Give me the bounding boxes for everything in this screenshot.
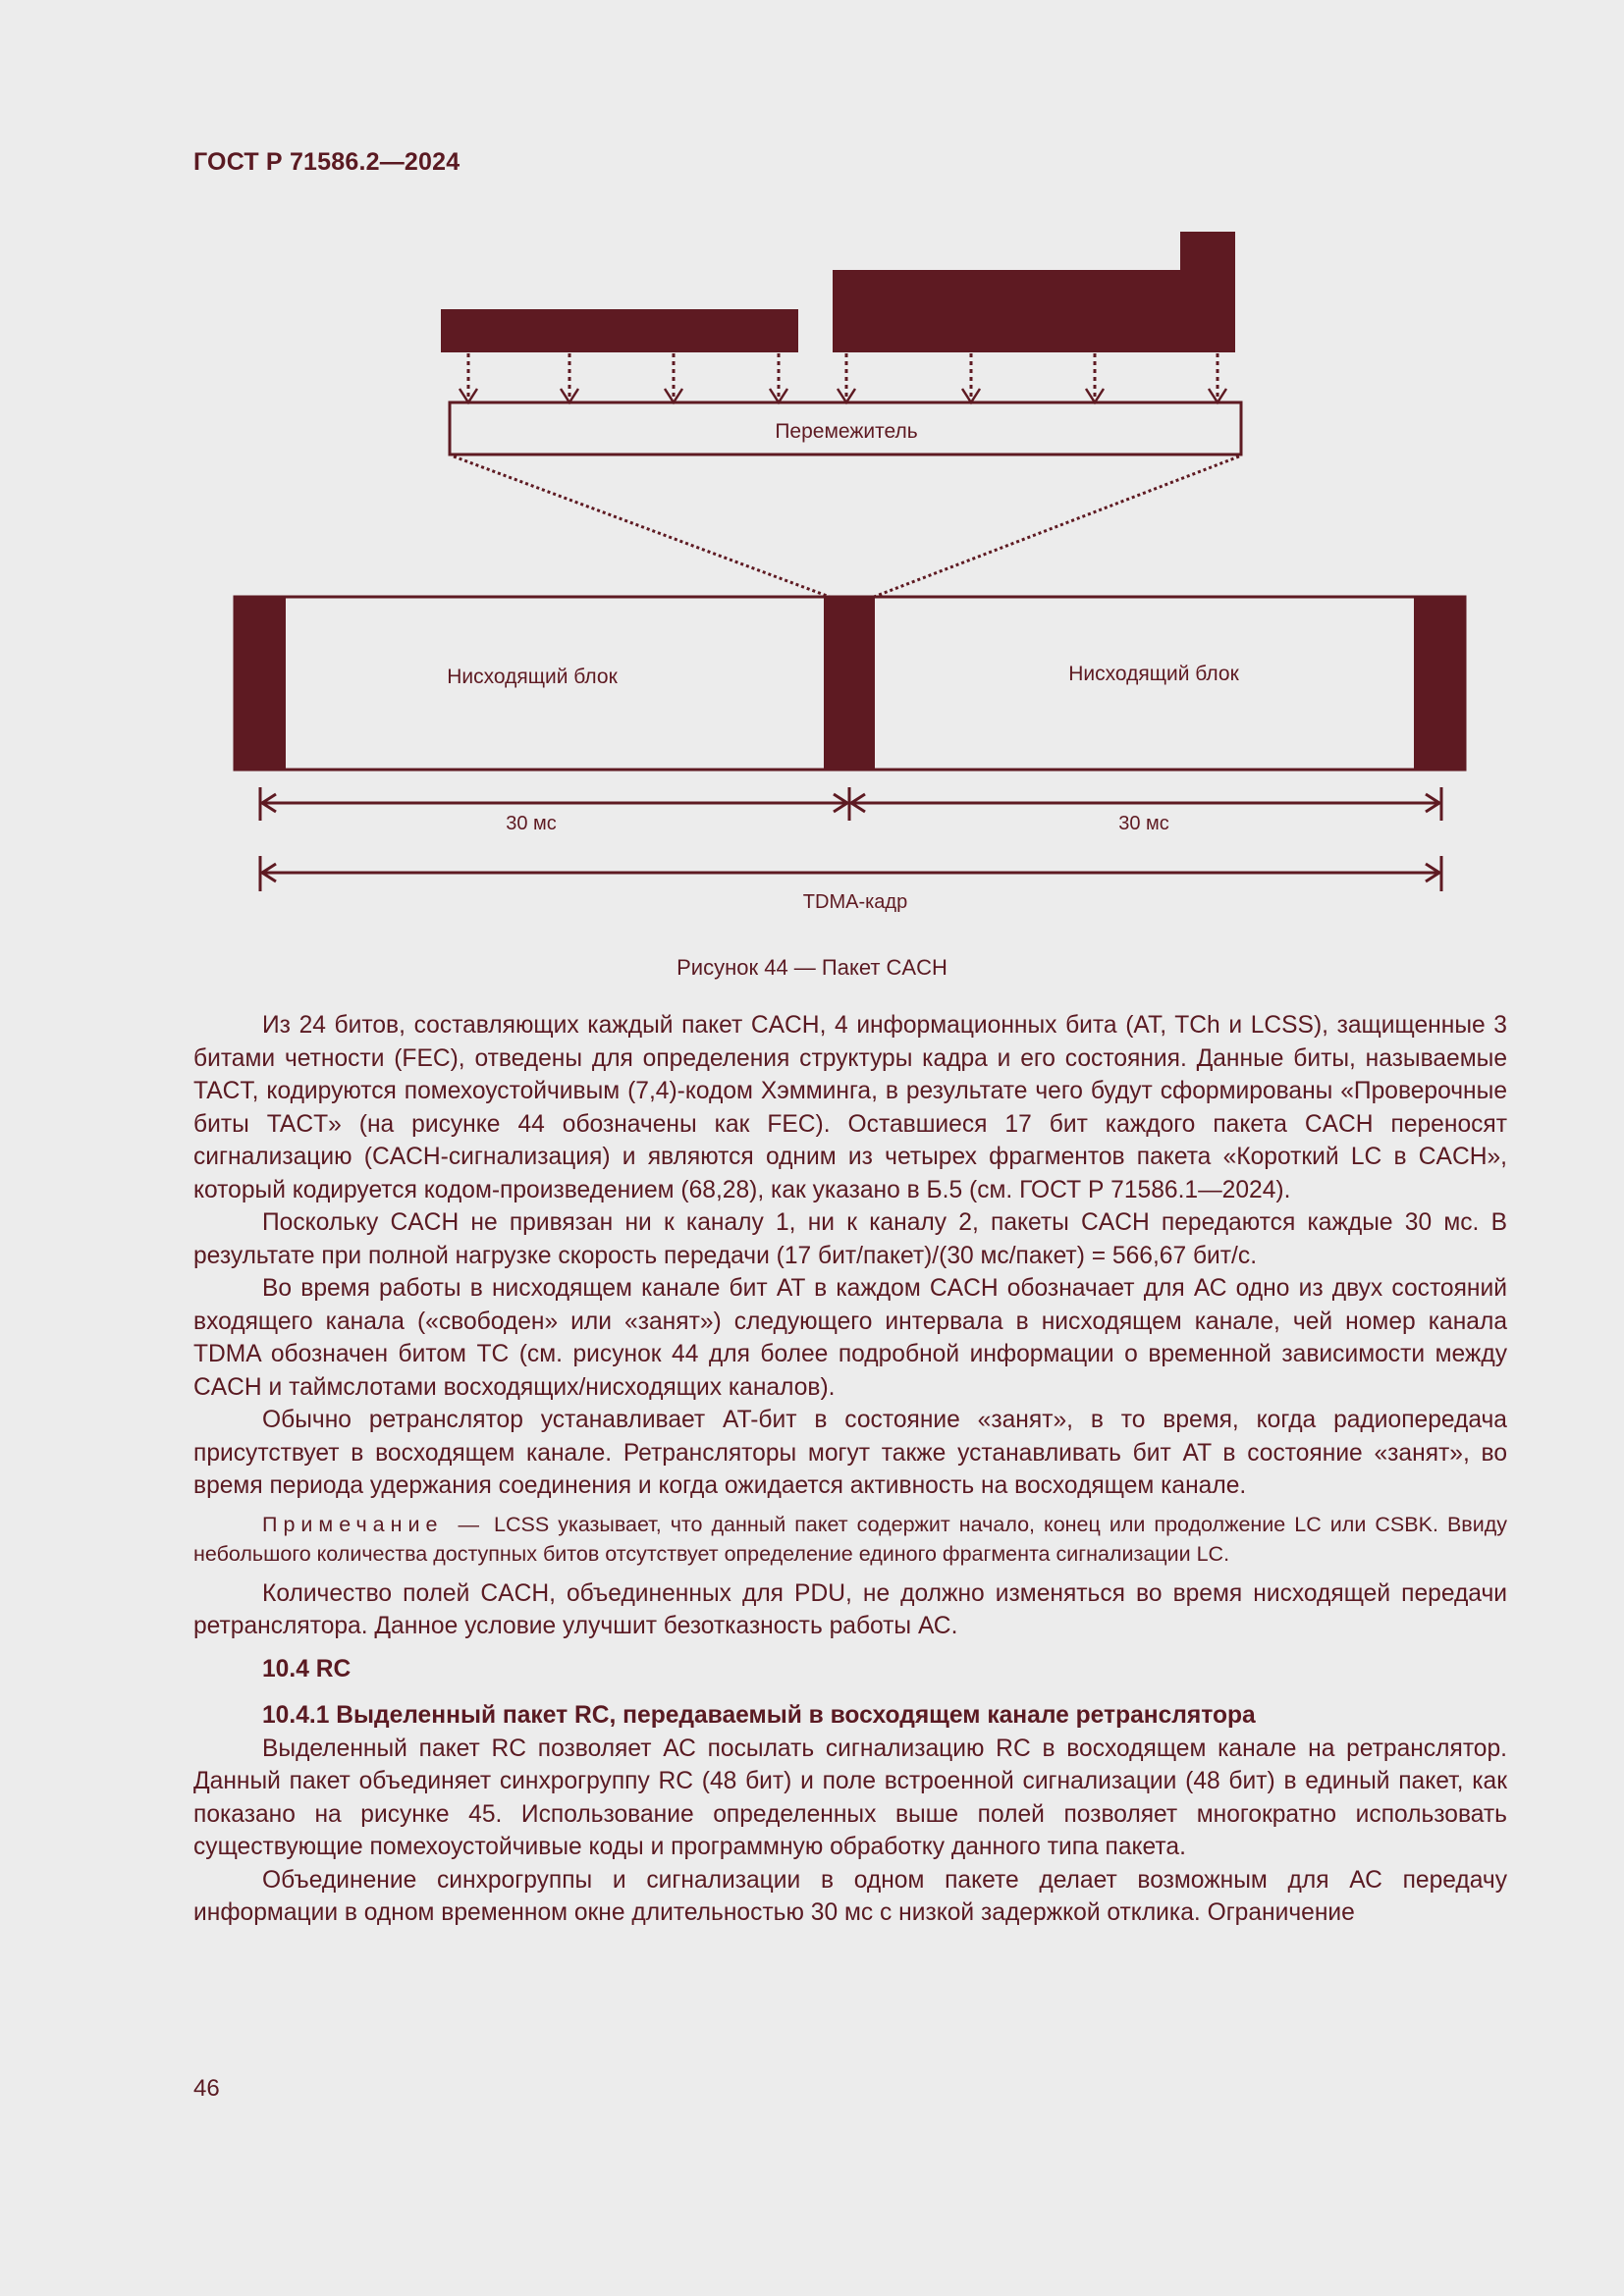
paragraph: Выделенный пакет RC позволяет АС посылать сигнализацию RC в восходящем канале на ретранслятор. Данный пакет объединяет синхрогруппу RC (48 бит) и поле встроенной сигнализации (48 бит) в единый пакет, как показано на рисунке 45. Использование определенных выше полей позволяет многократно использовать существующие помехоустойчивые коды и программную обработку данного типа пакета. [193,1735,1507,1860]
paragraph: Из 24 битов, составляющих каждый пакет CACH, 4 информационных бита (AT, TCh и LCSS), защищенные 3 битами четности (FEC), отведены для определения структуры кадра и его состояния. Данные биты, называемые TACT, кодируются помехоустойчивым (7,4)-кодом Хэмминга, в результате чего будут сформированы «Проверочные биты TACT» (на рисунке 44 обозначены как FEC). Оставшиеся 17 бит каждого пакета CACH переносят сигнализацию (CACH-сигнализация) и являются одним из четырех фрагментов пакета «Короткий LC в CACH», который кодируется кодом-произведением (68,28), как указано в Б.5 (см. ГОСТ Р 71586.1—2024). [193,1012,1507,1203]
cach-slot-left [235,597,286,770]
dimension-30ms [260,787,1441,821]
tdma-frame-label: TDMA-кадр [802,891,908,913]
paragraph: Во время работы в нисходящем канале бит AT в каждом CACH обозначает для АС одно из двух состояний входящего канала («свободен» или «занят») следующего интервала в нисходящем канале, чей номер канала TDMA обозначен битом TC (см. рисунок 44 для более подробной информации о временной зависимости между CACH и таймслотами восходящих/нисходящих каналов). [193,1275,1507,1401]
section-heading-10-4-1: 10.4.1 Выделенный пакет RC, передаваемый в восходящем канале ретранслятора [262,1702,1256,1729]
interleave-arrows [468,353,1218,397]
dimension-right-label: 30 мс [1118,813,1169,834]
note [193,1510,1507,1569]
paragraph: Количество полей CACH, объединенных для PDU, не должно изменяться во время нисходящей передачи ретранслятора. Данное условие улучшит безотказность работы АС. [193,1579,1507,1639]
document-code: ГОСТ Р 71586.2—2024 [193,148,460,176]
note-text: LCSS указывает, что данный пакет содержит начало, конец или продолжение LC или CSBK. Ввиду небольшого количества доступных битов отсутствует определение единого фрагмента сигнализации LC. [193,1512,1508,1566]
downlink-block-left: Нисходящий блок [447,666,618,688]
cach-slot-middle [824,597,875,770]
note-label: Примечание — [262,1512,485,1536]
paragraph: Объединение синхрогруппы и сигнализации в одном пакете делает возможным для АС передачу информации в одном временном окне длительностью 30 мс с низкой задержкой отклика. Ограничение [193,1866,1507,1926]
figure-caption: Рисунок 44 — Пакет CACH [677,955,947,980]
section-heading-10-4: 10.4 RC [262,1655,352,1682]
paragraph: Обычно ретранслятор устанавливает AT-бит в состояние «занят», в то время, когда радиопередача присутствует в восходящем канале. Ретрансляторы могут также устанавливать бит AT в состояние «занят», во время периода удержания соединения и когда ожидается активность на восходящем канале. [193,1407,1507,1499]
cach-slot-right [1414,597,1465,770]
figure-44 [0,0,1624,991]
dimension-tdma-frame [260,856,1441,891]
source-bar-left [441,309,798,352]
dimension-left-label: 30 мс [506,813,557,834]
body-text [193,1009,1507,1930]
interleaver-label: Перемежитель [775,420,918,443]
downlink-block-right: Нисходящий блок [1068,663,1239,685]
paragraph: Поскольку CACH не привязан ни к каналу 1, ни к каналу 2, пакеты CACH передаются каждые 30 мс. В результате при полной нагрузке скорость передачи (17 бит/пакет)/(30 мс/пакет) = 566,67 бит/с. [193,1209,1507,1269]
source-bar-right [833,232,1235,352]
page-number: 46 [193,2075,220,2102]
funnel-lines [454,456,1239,597]
